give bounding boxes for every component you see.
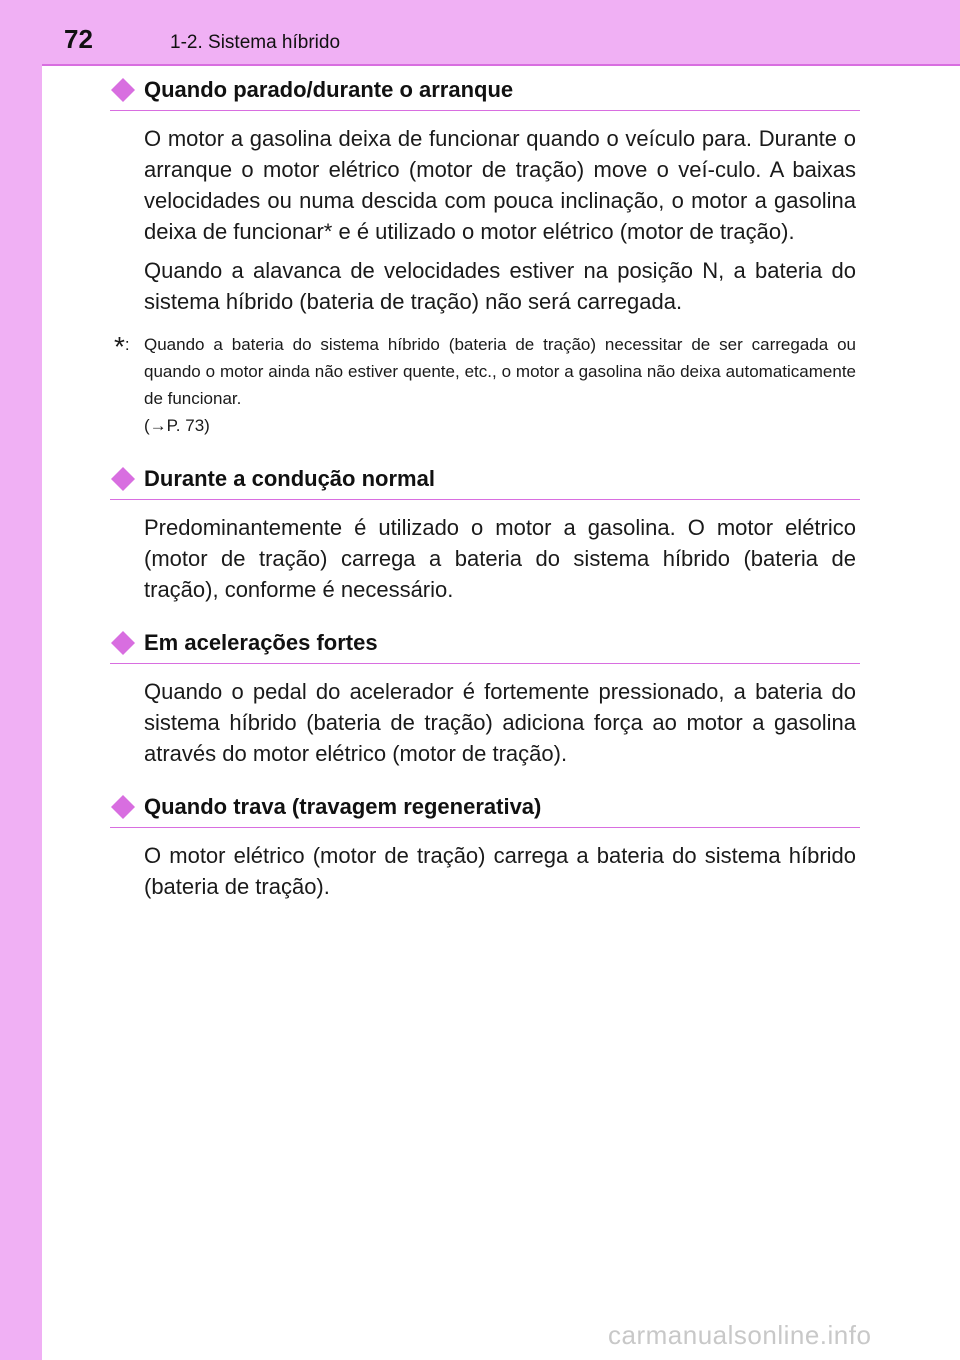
section-normal-driving xyxy=(110,459,860,605)
breadcrumb: 1-2. Sistema híbrido xyxy=(170,32,341,53)
section-heading xyxy=(110,787,860,828)
watermark: carmanualsonline.info xyxy=(608,1320,872,1350)
footnote xyxy=(114,331,856,439)
footnote-text: Quando a bateria do sistema híbrido (bateria de tração) necessitar de ser carregada ou quando o motor ainda não estiver quente, etc., o motor a gasolina não deixa automaticamente de funcionar. xyxy=(144,335,856,408)
diamond-bullet-icon xyxy=(110,466,136,492)
footnote-marker: *: xyxy=(114,331,130,362)
header-rule xyxy=(42,64,960,66)
section-stopped-starting xyxy=(110,70,860,439)
page-number: 72 xyxy=(64,24,93,54)
diamond-bullet-icon xyxy=(110,77,136,103)
paragraph: O motor a gasolina deixa de funcionar quando o veículo para. Durante o arranque o motor elétrico (motor de tração) move o veí-culo. A baixas velocidades ou numa descida com pouca inclinação, o motor a gasolina deixa de funcionar* e é utilizado o motor elétrico (motor de tração). xyxy=(144,126,856,244)
paragraph: Quando o pedal do acelerador é fortemente pressionado, a bateria do sistema híbrido (bateria de tração) adiciona força ao motor a gasolina através do motor elétrico (motor de tração). xyxy=(144,679,856,766)
section-heading xyxy=(110,70,860,111)
section-strong-acceleration xyxy=(110,623,860,769)
page-content xyxy=(110,70,860,902)
section-title: Quando trava (travagem regenerativa) xyxy=(144,794,542,819)
header-band xyxy=(0,0,960,64)
paragraph: Quando a alavanca de velocidades estiver na posição N, a bateria do sistema híbrido (bateria de tração) não será carregada. xyxy=(144,258,856,314)
section-heading xyxy=(110,623,860,664)
section-title: Em acelerações fortes xyxy=(144,630,378,655)
side-band xyxy=(0,0,42,1360)
section-heading xyxy=(110,459,860,500)
paragraph: O motor elétrico (motor de tração) carrega a bateria do sistema híbrido (bateria de tração). xyxy=(144,843,856,899)
section-title: Quando parado/durante o arranque xyxy=(144,77,514,102)
paragraph: Predominantemente é utilizado o motor a gasolina. O motor elétrico (motor de tração) carrega a bateria do sistema híbrido (bateria de tração), conforme é necessário. xyxy=(144,515,856,602)
section-regenerative-braking xyxy=(110,787,860,902)
diamond-bullet-icon xyxy=(110,630,136,656)
section-title: Durante a condução normal xyxy=(144,466,435,491)
page-reference-link[interactable]: (→P. 73) xyxy=(144,416,210,435)
diamond-bullet-icon xyxy=(110,794,136,820)
